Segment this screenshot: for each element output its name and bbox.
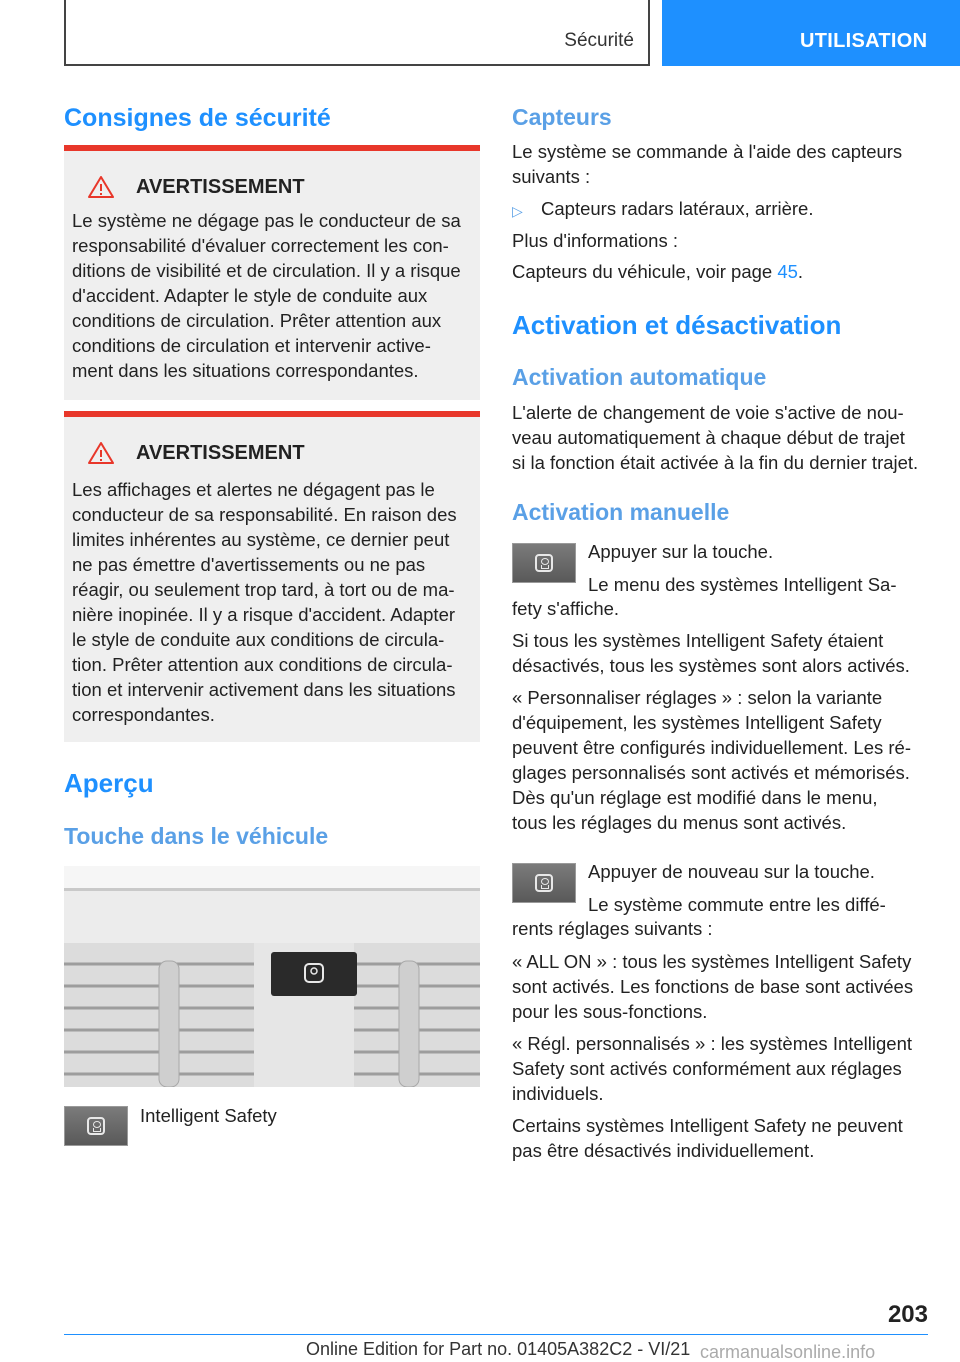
warning-title-2: AVERTISSEMENT [136, 442, 305, 464]
text-line: Si tous les systèmes Intelligent Safety étaient [512, 630, 884, 651]
text-line: tion. Prêter attention aux conditions de circula‐ [72, 654, 453, 675]
text-line: conditions de circulation et intervenir active‐ [72, 335, 431, 356]
period: . [797, 261, 804, 282]
safety-title: Consignes de sécurité [64, 104, 331, 132]
text-line: correspondantes. [72, 704, 215, 725]
text-line: peuvent être configurés individuellement. Les ré‐ [512, 737, 912, 758]
warning-icon [88, 441, 114, 465]
personalized-paragraph [512, 1031, 928, 1106]
warning-text-1 [72, 208, 474, 383]
page-number: 203 [887, 1301, 928, 1328]
text-line: tous les réglages du menus sont activés. [512, 812, 847, 833]
vehicle-dashboard-illustration [64, 866, 480, 1087]
text-line: conditions de circulation. Prêter attention aux [72, 310, 442, 331]
text-line: le style de conduite aux conditions de circula‐ [72, 629, 445, 650]
text-line: « ALL ON » : tous les systèmes Intelligent Safety [512, 951, 912, 972]
text-line: suivants : [512, 166, 591, 187]
vehicle-button-photo [64, 866, 480, 1087]
see-page-text: Capteurs du véhicule, voir page [512, 261, 778, 282]
text-line: « Régl. personnalisés » : les systèmes Intelligent [512, 1033, 913, 1054]
text-line: Les affichages et alertes ne dégagent pas le [72, 479, 435, 500]
text-line: limites inhérentes au système, ce dernier peut [72, 529, 450, 550]
manual-step-1c: fety s'affiche. [512, 598, 620, 619]
intelligent-safety-button-icon [512, 543, 576, 583]
auto-activation-text [512, 400, 928, 475]
manual-step-2b: Le système commute entre les diffé‐ [588, 894, 886, 915]
header-section-title: Sécurité [564, 30, 634, 51]
more-info: Plus d'informations : [512, 230, 678, 251]
manual-activation-title: Activation manuelle [512, 499, 730, 525]
text-line: réagir, ou seulement trop tard, à tort ou de ma‐ [72, 579, 455, 600]
text-line: ment dans les situations correspondantes. [72, 360, 419, 381]
text-line: ditions de visibilité et de circulation. Il y a risque [72, 260, 461, 281]
text-line: nière inopinée. Il y a risque d'accident. Adapter [72, 604, 456, 625]
text-line: d'équipement, les systèmes Intelligent Safety [512, 712, 882, 733]
warning-text-2 [72, 477, 474, 727]
text-line: individuels. [512, 1083, 604, 1104]
intelligent-safety-button-icon [512, 863, 576, 903]
warning-box-1 [64, 145, 480, 400]
text-line: Safety sont activés conformément aux réglages [512, 1058, 902, 1079]
edition-text: Online Edition for Part no. 01405A382C2 - VI/21 [306, 1339, 691, 1359]
bullet-triangle-icon: ▷ [512, 203, 523, 219]
intelligent-safety-label: Intelligent Safety [140, 1105, 277, 1126]
manual-step-2c: rents réglages suivants : [512, 918, 713, 939]
text-line: si la fonction était activée à la fin du dernier trajet. [512, 452, 919, 473]
sensors-title: Capteurs [512, 104, 612, 130]
manual-step-1b: Le menu des systèmes Intelligent Sa‐ [588, 574, 897, 595]
manual-step-1: Appuyer sur la touche. [588, 541, 774, 562]
overview-title: Aperçu [64, 768, 154, 798]
footer-divider [64, 1334, 928, 1335]
intelligent-safety-button-icon [64, 1106, 128, 1146]
text-line: pas être désactivés individuellement. [512, 1140, 815, 1161]
manual-step-2: Appuyer de nouveau sur la touche. [588, 861, 875, 882]
text-line: « Personnaliser réglages » : selon la variante [512, 687, 883, 708]
text-line: tion et intervenir activement dans les situations [72, 679, 456, 700]
text-line: sont activés. Les fonctions de base sont activées [512, 976, 914, 997]
text-line: veau automatiquement à chaque début de trajet [512, 427, 905, 448]
text-line: Le système se commande à l'aide des capteurs [512, 141, 903, 162]
button-section-title: Touche dans le véhicule [64, 823, 329, 849]
manual-paragraph-2 [512, 685, 928, 835]
all-on-paragraph [512, 949, 928, 1024]
text-line: Le système ne dégage pas le conducteur de sa [72, 210, 461, 231]
warning-title-1: AVERTISSEMENT [136, 176, 305, 198]
warning-box-2 [64, 411, 480, 742]
text-line: pour les sous-fonctions. [512, 1001, 708, 1022]
header-chapter-label: UTILISATION [800, 30, 928, 52]
watermark: carmanualsonline.info [700, 1342, 876, 1362]
warning-icon [88, 175, 114, 199]
manual-paragraph-1 [512, 628, 928, 678]
sensors-intro [512, 139, 928, 189]
text-line: ne pas émettre d'avertissements ou ne pas [72, 554, 426, 575]
text-line: Certains systèmes Intelligent Safety ne peuvent [512, 1115, 903, 1136]
text-line: L'alerte de changement de voie s'active de nou‐ [512, 402, 904, 423]
text-line: Dès qu'un réglage est modifié dans le menu, [512, 787, 878, 808]
some-systems-paragraph [512, 1113, 928, 1163]
text-line: d'accident. Adapter le style de conduite aux [72, 285, 428, 306]
text-line: glages personnalisés sont activés et mémorisés. [512, 762, 910, 783]
text-line: désactivés, tous les systèmes sont alors activés. [512, 655, 910, 676]
text-line: conducteur de sa responsabilité. En raison des [72, 504, 457, 525]
list-item-text: Capteurs radars latéraux, arrière. [541, 198, 814, 219]
auto-activation-title: Activation automatique [512, 364, 767, 390]
page-link[interactable]: 45 [777, 261, 798, 282]
text-line: responsabilité d'évaluer correctement les con‐ [72, 235, 449, 256]
header-section-box [64, 0, 650, 66]
activation-title: Activation et désactivation [512, 310, 842, 340]
header-chapter-tab[interactable] [662, 0, 960, 66]
see-page [512, 259, 928, 284]
